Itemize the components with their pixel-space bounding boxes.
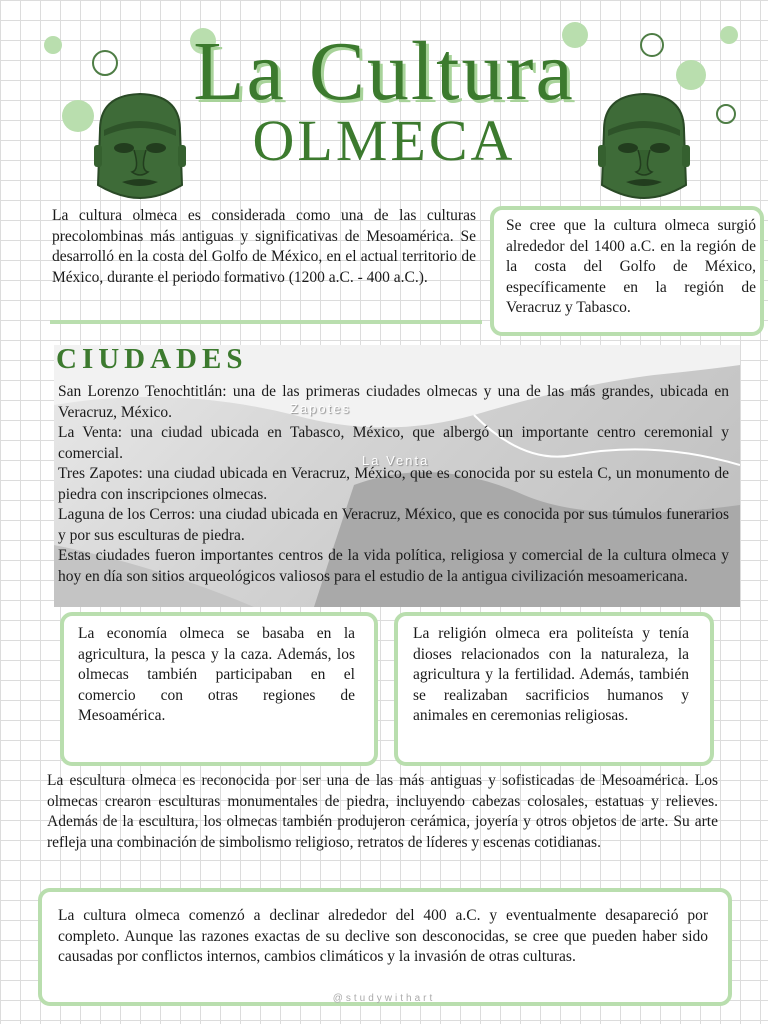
city-item: Estas ciudades fueron importantes centros de la vida política, religiosa y comercial de la cultura olmeca y hoy en día son sitios arqueológicos valiosos para el estudio de la antigua civilización mesoamericana. [58,547,729,585]
sculpture-paragraph: La escultura olmeca es reconocida por ser una de las más antiguas y sofisticadas de Mesoamérica. Los olmecas crearon esculturas monumentales de piedra, incluyendo cabezas colosales, estatuas y relieves. Además de la escultura, los olmecas también produjeron cerámica, joyería y otros objetos de arte. Su arte refleja una combinación de simbolismo religioso, retratos de líderes y escenas cotidianas. [47,772,718,851]
page-subtitle: OLMECA [252,108,516,173]
decline-paragraph: La cultura olmeca comenzó a declinar alrededor del 400 a.C. y eventualmente desapareció por completo. Aunque las razones exactas de su declive son desconocidas, se cree que pueden haber sido causadas por conflictos internos, cambios climáticos y la invasión de otras culturas. [58,907,708,965]
city-item: San Lorenzo Tenochtitlán: una de las primeras ciudades olmecas y una de las más grandes, ubicada en Veracruz, México. [58,383,729,421]
watermark: @studywithart [332,993,436,1004]
cities-heading: CIUDADES [56,343,248,375]
map-label-zapotes: Zapotes [290,401,351,416]
intro-paragraph: La cultura olmeca es considerada como una de las culturas precolombinas más antiguas y significativas de Mesoamérica. Se desarrolló en la costa del Golfo de México, en el actual territorio de México, durante el periodo formativo (1200 a.C. - 400 a.C.). [52,207,476,286]
origin-paragraph: Se cree que la cultura olmeca surgió alrededor del 1400 a.C. en la región de la costa del Golfo de México, específicamente en la región de Veracruz y Tabasco. [506,217,756,316]
cities-list [58,382,729,587]
city-item: Tres Zapotes: una ciudad ubicada en Veracruz, México, que es conocida por su estela C, un monumento de piedra con inscripciones olmecas. [58,465,729,503]
economy-paragraph: La economía olmeca se basaba en la agricultura, la pesca y la caza. Además, los olmecas también participaban en el comercio con otras regiones de Mesoamérica. [78,625,355,724]
map-label-la-venta: La Venta [362,453,430,468]
page-title: La Cultura [193,25,575,118]
city-item: Laguna de los Cerros: una ciudad ubicada en Veracruz, México, que es conocida por sus túmulos funerarios y por sus esculturas de piedra. [58,506,729,544]
religion-paragraph: La religión olmeca era politeísta y tenía dioses relacionados con la naturaleza, la agricultura y la fertilidad. Además, también se realizaban sacrificios humanos y animales en ceremonias religiosas. [413,625,689,724]
city-item: La Venta: una ciudad ubicada en Tabasco, México, que albergó un importante centro ceremonial y comercial. [58,424,729,462]
divider-line [50,320,482,324]
